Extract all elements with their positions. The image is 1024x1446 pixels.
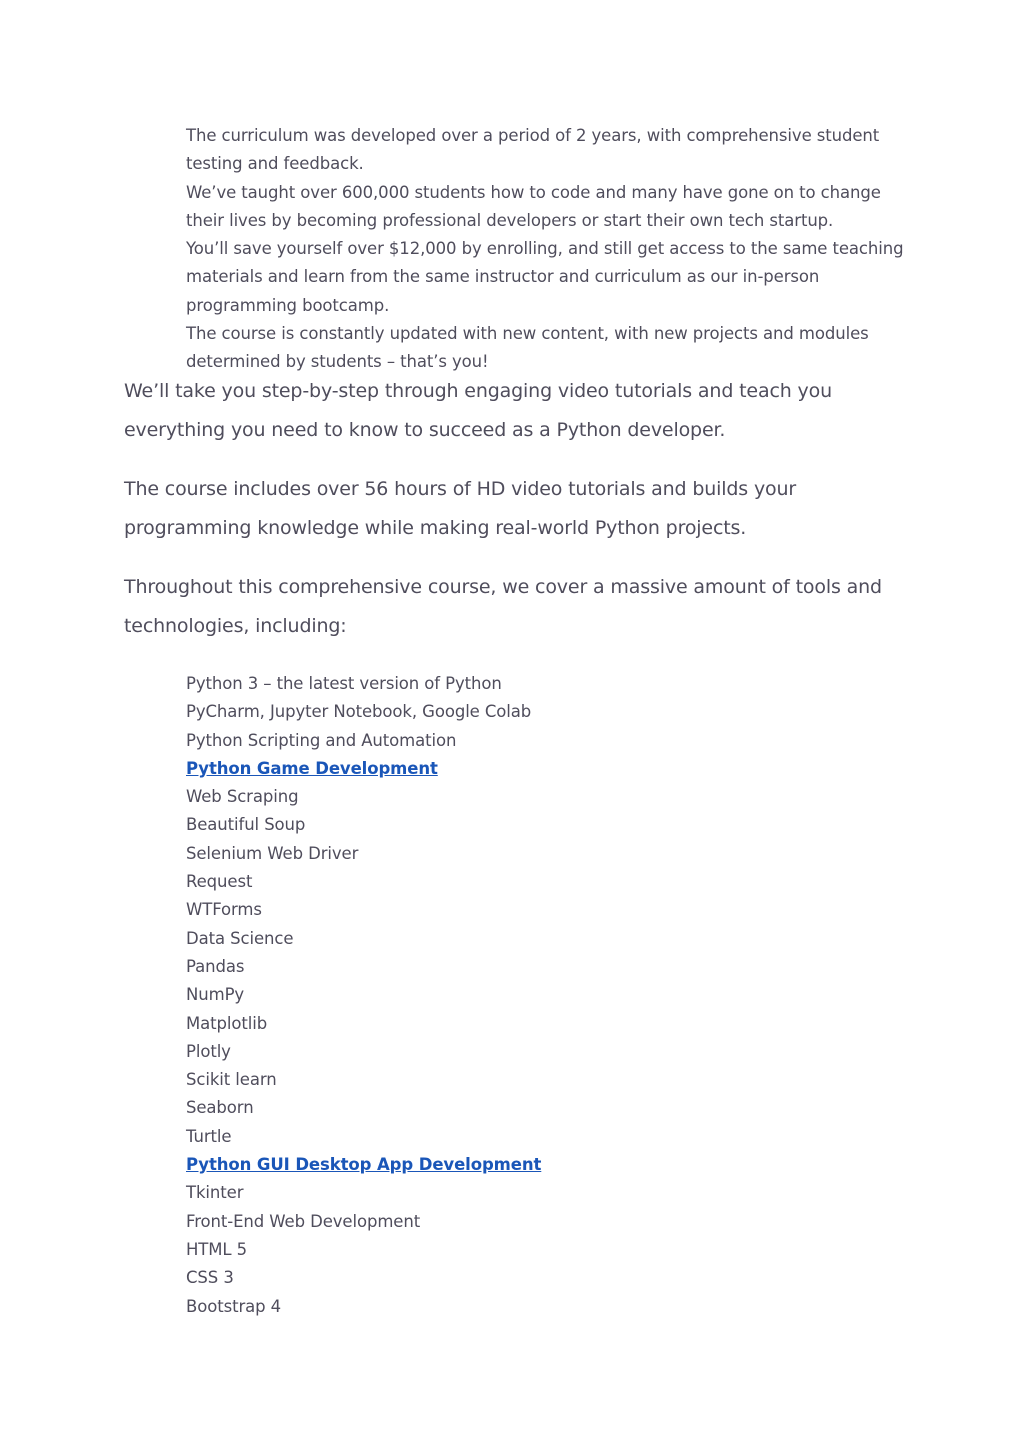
list-item: The curriculum was developed over a period of 2 years, with comprehensive student testing and feedback. <box>186 126 880 174</box>
list-item: HTML 5 <box>186 1239 248 1259</box>
list-item <box>186 755 906 783</box>
tools-list <box>186 670 906 1321</box>
python-gui-desktop-app-development-link[interactable]: Python GUI Desktop App Development <box>186 1155 542 1175</box>
list-item: Pandas <box>186 956 245 976</box>
list-item: Matplotlib <box>186 1013 268 1033</box>
list-item: The course is constantly updated with new content, with new projects and modules determined by students – that’s you! <box>186 324 869 372</box>
paragraph-course-hours: The course includes over 56 hours of HD video tutorials and builds your programming knowledge while making real-world Python projects. <box>124 478 797 539</box>
list-item: Data Science <box>186 928 294 948</box>
list-item: Turtle <box>186 1126 232 1146</box>
list-item: Front-End Web Development <box>186 1211 421 1231</box>
list-item: Web Scraping <box>186 787 299 807</box>
list-item: PyCharm, Jupyter Notebook, Google Colab <box>186 702 532 722</box>
list-item: NumPy <box>186 985 245 1005</box>
list-item: Request <box>186 872 253 892</box>
list-item: Scikit learn <box>186 1070 277 1090</box>
list-item: Beautiful Soup <box>186 815 306 835</box>
list-item: Bootstrap 4 <box>186 1296 282 1316</box>
paragraph-tools-intro: Throughout this comprehensive course, we cover a massive amount of tools and technologies, including: <box>124 576 882 637</box>
list-item: CSS 3 <box>186 1268 234 1288</box>
list-item: Seaborn <box>186 1098 254 1118</box>
list-item: Selenium Web Driver <box>186 843 359 863</box>
list-item: We’ve taught over 600,000 students how to code and many have gone on to change their lives by becoming professional developers or start their own tech startup. <box>186 182 881 230</box>
python-game-development-link[interactable]: Python Game Development <box>186 758 438 778</box>
list-item <box>186 1151 906 1179</box>
list-item: Python 3 – the latest version of Python <box>186 674 502 693</box>
list-item: Tkinter <box>186 1183 244 1203</box>
course-highlights-list <box>186 122 906 377</box>
list-item: Python Scripting and Automation <box>186 730 457 750</box>
list-item: Plotly <box>186 1041 231 1061</box>
paragraph-tutorials: We’ll take you step-by-step through engaging video tutorials and teach you everything you need to know to succeed as a Python developer. <box>124 380 832 441</box>
list-item: You’ll save yourself over $12,000 by enrolling, and still get access to the same teaching materials and learn from the same instructor and curriculum as our in-person programming bootcamp. <box>186 239 904 315</box>
list-item: WTForms <box>186 900 262 920</box>
